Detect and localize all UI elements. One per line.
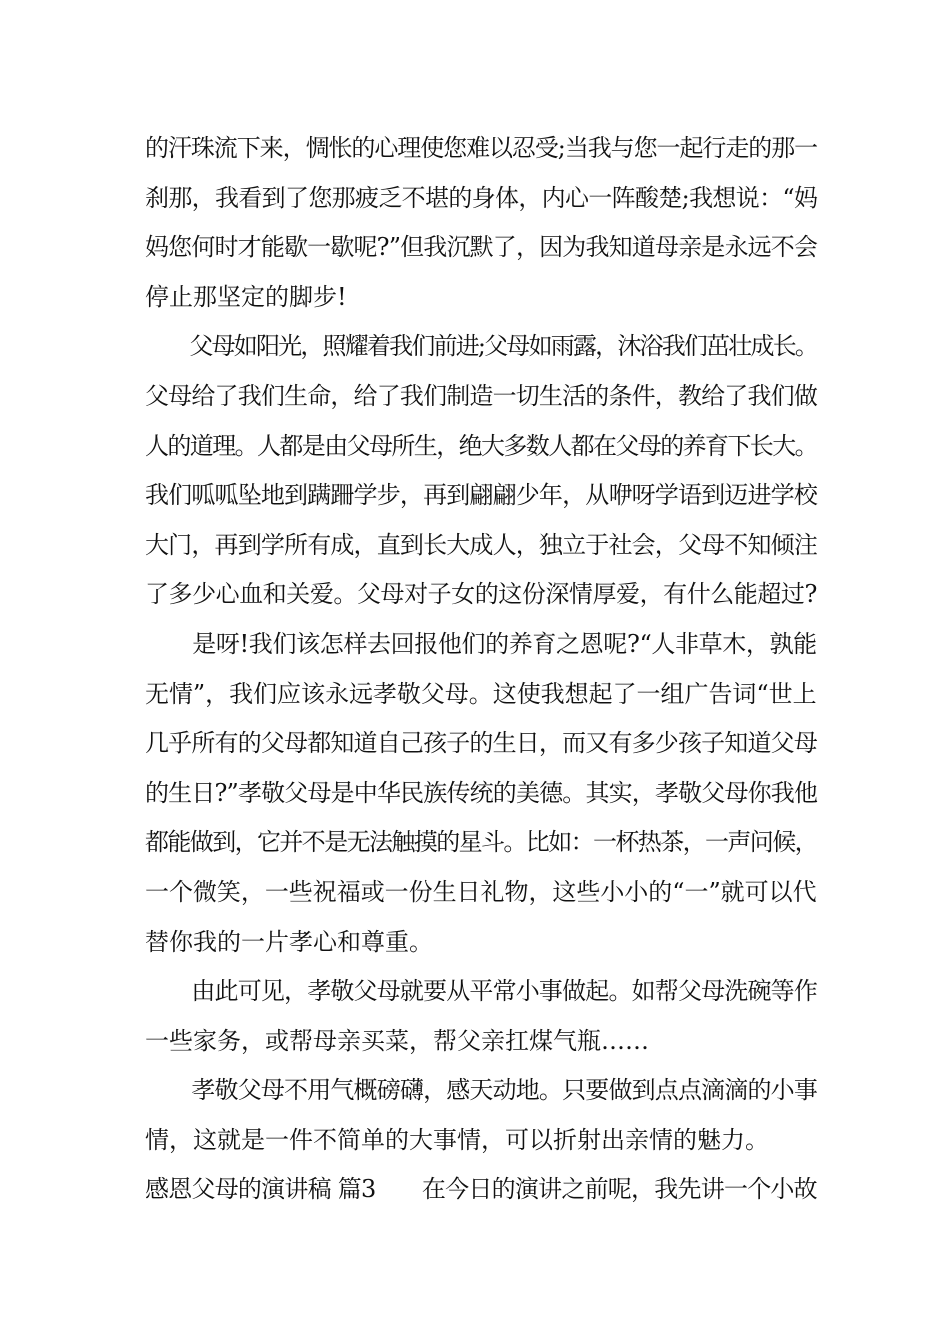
text-line: 一个微笑，一些祝福或一份生日礼物，这些小小的“一”就可以代 [145, 877, 817, 906]
paragraph-start-line: 是呀!我们该怎样去回报他们的养育之恩呢?“人非草木，孰能 [145, 629, 817, 658]
text-line: 都能做到，它并不是无法触摸的星斗。比如：一杯热茶，一声问候， [145, 828, 817, 857]
paragraph-start-line: 由此可见，孝敬父母就要从平常小事做起。如帮父母洗碗等作 [145, 977, 817, 1006]
text-line: 父母给了我们生命，给了我们制造一切生活的条件，教给了我们做 [145, 381, 817, 410]
text-line: 替你我的一片孝心和尊重。 [145, 927, 433, 956]
body-text [145, 124, 817, 1215]
text-line: 几乎所有的父母都知道自己孩子的生日，而又有多少孩子知道父母 [145, 729, 817, 758]
text-line: 人的道理。人都是由父母所生，绝大多数人都在父母的养育下长大。 [145, 431, 817, 460]
text-line: 刹那，我看到了您那疲乏不堪的身体，内心一阵酸楚;我想说：“妈 [145, 183, 818, 212]
text-line: 的汗珠流下来，惆怅的心理使您难以忍受;当我与您一起行走的那一 [145, 134, 818, 162]
text-line: 了多少心血和关爱。父母对子女的这份深情厚爱，有什么能超过? [145, 580, 817, 609]
paragraph-start-line: 孝敬父母不用气概磅礴，感天动地。只要做到点点滴滴的小事 [145, 1076, 817, 1105]
text-line: 大门，再到学所有成，直到长大成人，独立于社会，父母不知倾注 [145, 530, 817, 559]
text-line: 的生日?”孝敬父母是中华民族传统的美德。其实，孝敬父母你我他 [145, 778, 818, 807]
text-line: 情，这就是一件不简单的大事情，可以折射出亲情的魅力。 [145, 1125, 769, 1154]
text-line: 妈您何时才能歇一歇呢?”但我沉默了，因为我知道母亲是永远不会 [145, 233, 818, 262]
text-line: 停止那坚定的脚步! [145, 282, 347, 311]
section-heading-line: 感恩父母的演讲稿 篇3 在今日的演讲之前呢，我先讲一个小故 [145, 1175, 817, 1204]
paragraph-start-line: 父母如阳光，照耀着我们前进;父母如雨露，沐浴我们茁壮成长。 [145, 332, 818, 361]
text-line: 一些家务，或帮母亲买菜，帮父亲扛煤气瓶…… [145, 1026, 649, 1055]
text-line: 无情”，我们应该永远孝敬父母。这使我想起了一组广告词“世上 [145, 679, 817, 708]
text-line: 我们呱呱坠地到蹒跚学步，再到翩翩少年，从咿呀学语到迈进学校 [145, 481, 817, 510]
